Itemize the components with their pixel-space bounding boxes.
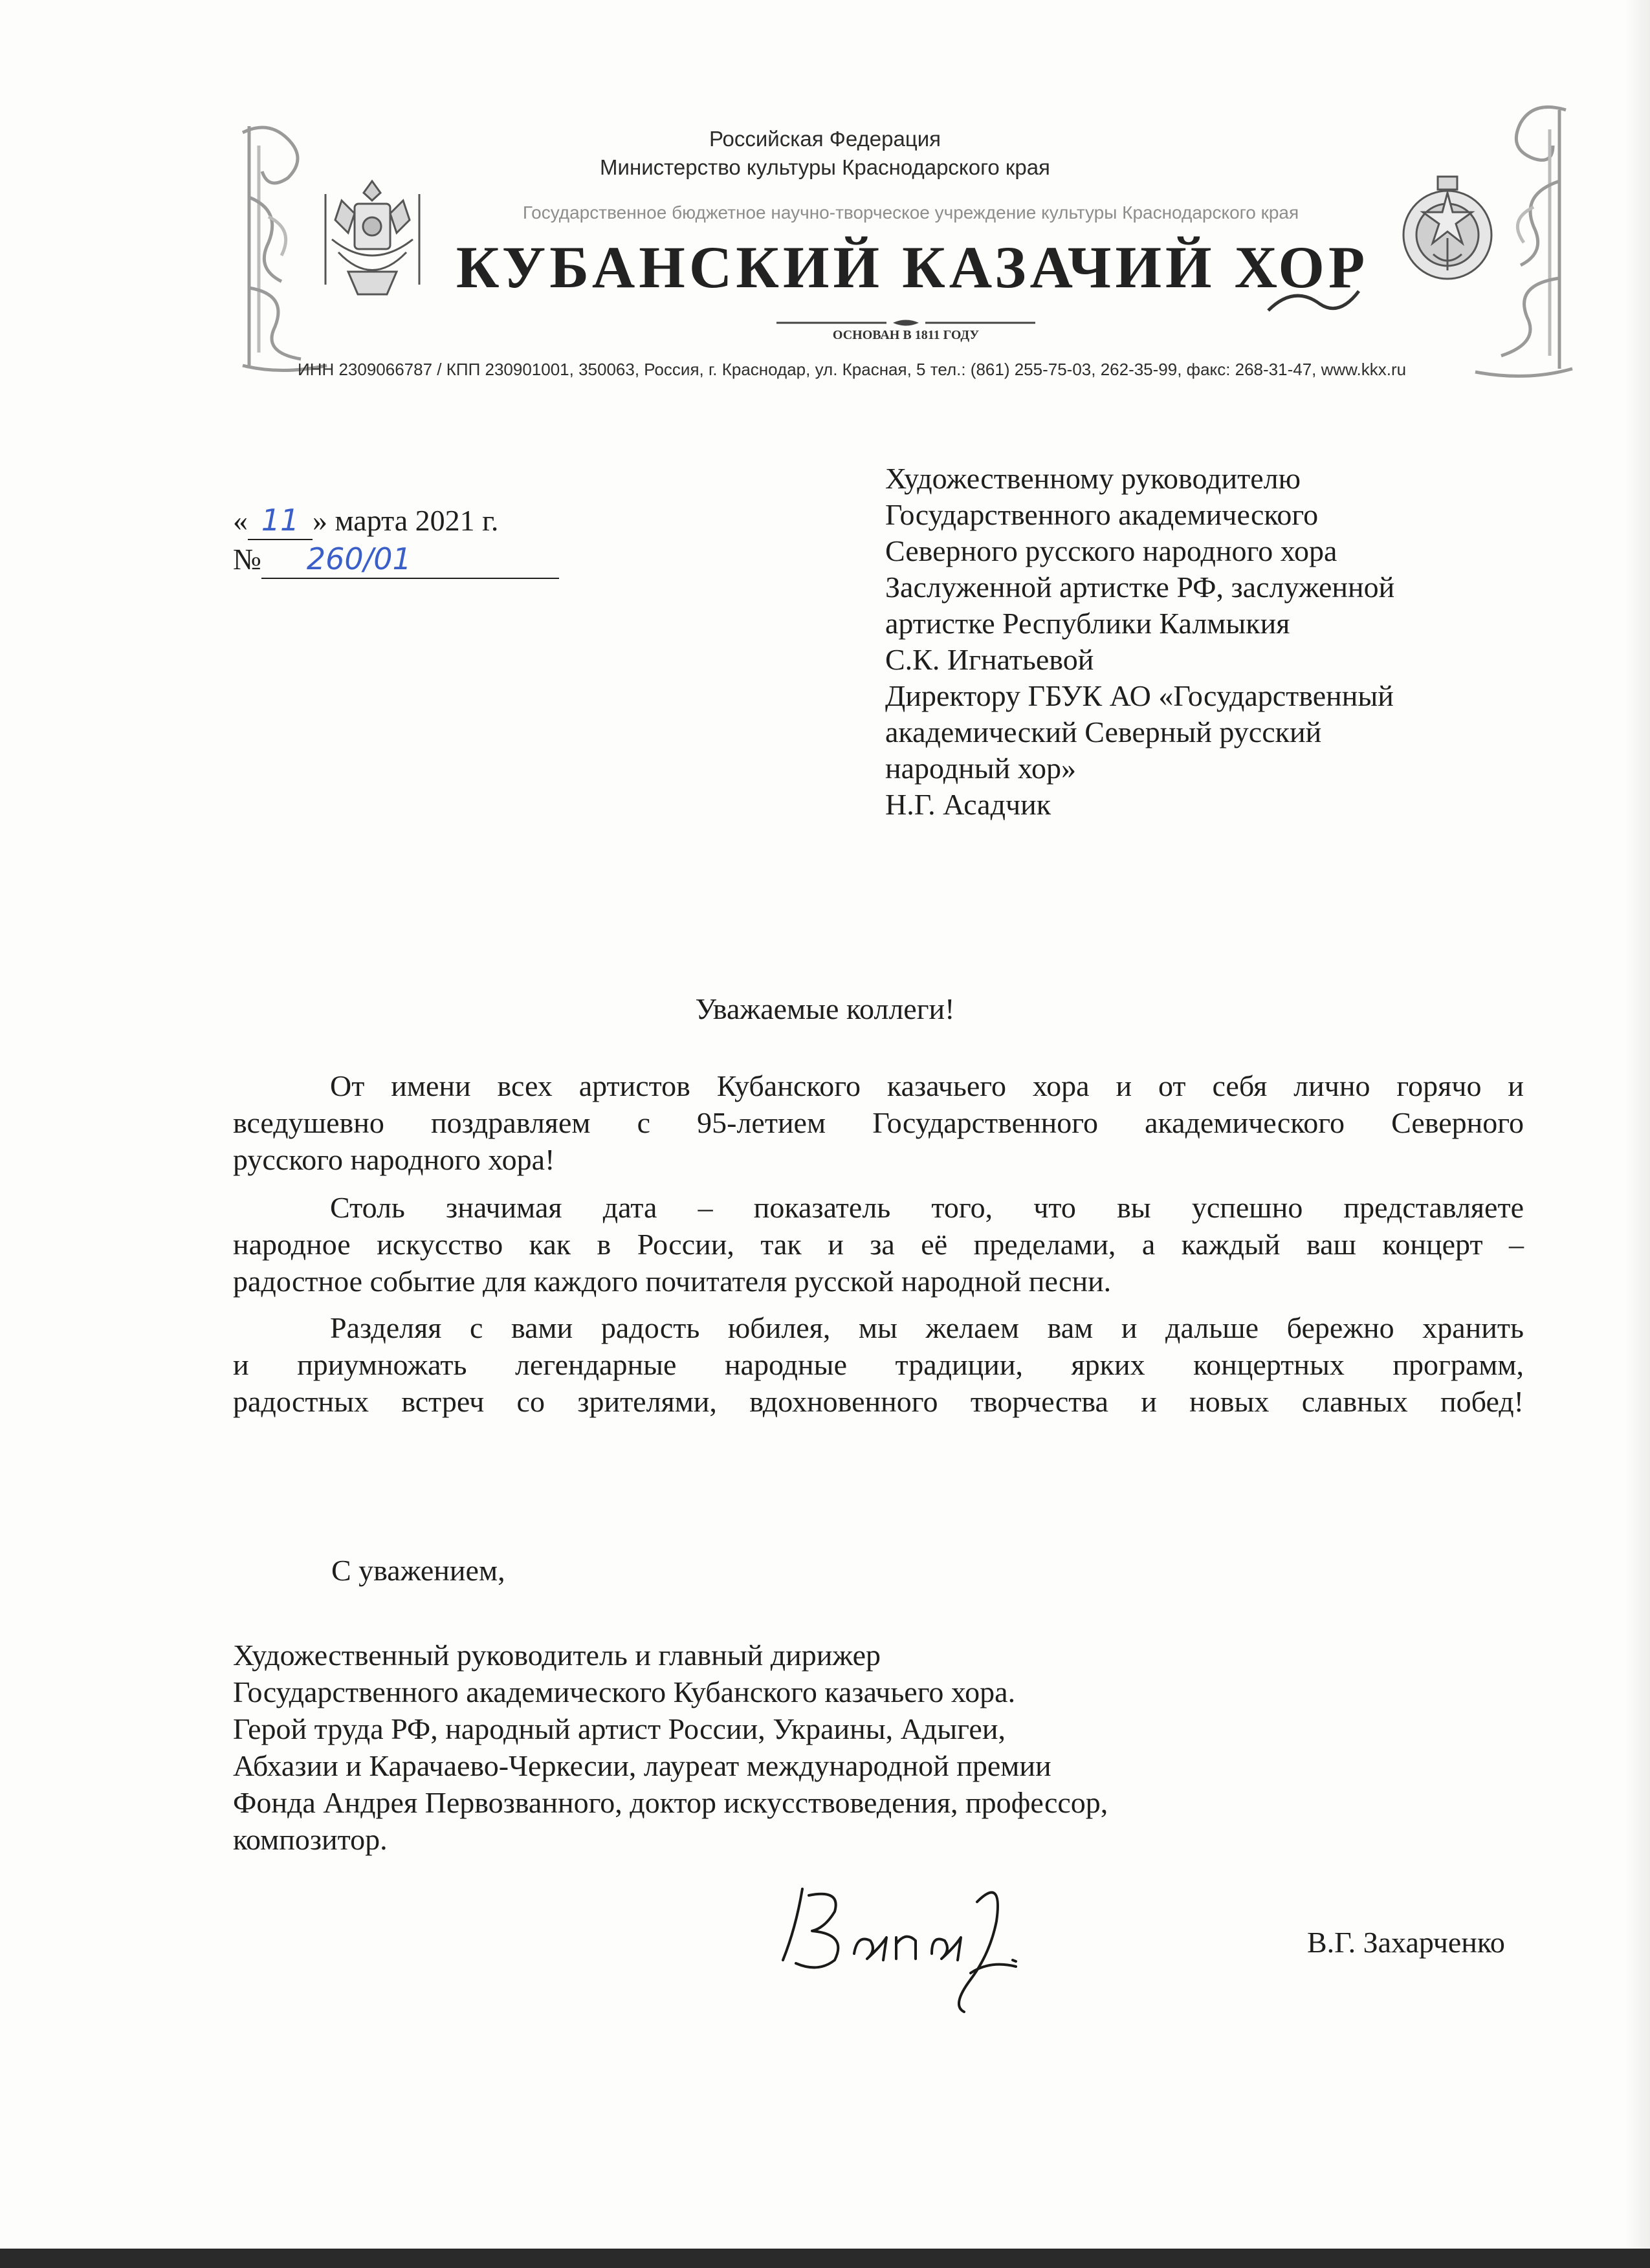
addressee-block xyxy=(885,461,1394,823)
signer-title-line: Государственного академического Кубанского казачьего хора. xyxy=(233,1675,1016,1708)
greeting: Уважаемые коллеги! xyxy=(695,992,955,1025)
addressee-line: Государственного академического xyxy=(885,498,1319,531)
paragraph-line: Разделяя с вами радость юбилея, мы желаем вам и дальше бережно хранить xyxy=(330,1311,1524,1344)
letterhead-institution: Государственное бюджетное научно-творческое учреждение культуры Краснодарского края xyxy=(522,202,1299,223)
date-day-handwritten: 11 xyxy=(261,503,300,538)
letterhead-organization-name: КУБАНСКИЙ КАЗАЧИЙ ХОР xyxy=(456,234,1369,300)
letter-number xyxy=(233,541,559,579)
paragraph-line: и приумножать легендарные народные традиции, ярких концертных программ, xyxy=(233,1348,1524,1381)
addressee-line: С.К. Игнатьевой xyxy=(885,643,1094,676)
paragraph-line: радостное событие для каждого почитателя русской народной песни. xyxy=(233,1265,1112,1298)
addressee-line: Заслуженной артистке РФ, заслуженной xyxy=(885,571,1395,604)
signer-title-line: композитор. xyxy=(233,1823,388,1856)
krasnodar-coat-of-arms-icon xyxy=(316,175,429,301)
name-underline-divider xyxy=(776,317,1035,329)
signer-title-line: Художественный руководитель и главный дирижер xyxy=(233,1639,881,1672)
paragraph-line: От имени всех артистов Кубанского казачьего хора и от себя лично горячо и xyxy=(330,1069,1524,1102)
closing-phrase: С уважением, xyxy=(331,1554,505,1587)
letterhead-founded: ОСНОВАН В 1811 ГОДУ xyxy=(832,328,980,342)
paragraph-line: народное искусство как в России, так и за её пределами, а каждый ваш концерт – xyxy=(233,1228,1524,1261)
addressee-line: Н.Г. Асадчик xyxy=(885,788,1051,821)
number-field xyxy=(261,541,559,579)
signer-title-line: Герой труда РФ, народный артист России, Украины, Адыгеи, xyxy=(233,1712,1006,1745)
paragraph-line: радостных встреч со зрителями, вдохновенного творчества и новых славных побед! xyxy=(233,1385,1524,1418)
letterhead-country: Российская Федерация xyxy=(709,127,941,151)
handwritten-signature xyxy=(757,1876,1061,2018)
letterhead-requisites: ИНН 2309066787 / КПП 230901001, 350063, Россия, г. Краснодар, ул. Красная, 5 тел.: (861) 255-75-03, 262-35-99, факс: 268-31-47, www.kkx.ru xyxy=(298,360,1407,379)
letter-date xyxy=(233,502,498,540)
date-day-field xyxy=(248,502,313,540)
scan-edge-shadow xyxy=(1624,0,1650,2268)
scan-bottom-border xyxy=(0,2249,1650,2268)
addressee-line: академический Северный русский xyxy=(885,715,1322,748)
paragraph-line: русского народного хора! xyxy=(233,1143,555,1176)
paragraph-line: вседушевно поздравляем с 95-летием Государственного академического Северного xyxy=(233,1106,1524,1139)
number-handwritten: 260/01 xyxy=(306,541,412,576)
name-flourish-icon xyxy=(1262,278,1365,323)
signer-title-line: Фонда Андрея Первозванного, доктор искусствоведения, профессор, xyxy=(233,1786,1108,1819)
date-month-year: » марта 2021 г. xyxy=(313,504,499,537)
date-quote-open: « xyxy=(233,504,248,537)
body-paragraph-1 xyxy=(233,1067,1524,1178)
signer-name: В.Г. Захарченко xyxy=(1307,1926,1505,1959)
order-medal-icon xyxy=(1398,173,1498,296)
addressee-line: народный хор» xyxy=(885,752,1077,785)
number-label: № xyxy=(233,543,261,576)
addressee-line: Художественному руководителю xyxy=(885,462,1301,495)
addressee-line: артистке Республики Калмыкия xyxy=(885,607,1290,640)
letterhead-ministry: Министерство культуры Краснодарского края xyxy=(600,155,1050,179)
paragraph-line: Столь значимая дата – показатель того, что вы успешно представляете xyxy=(330,1191,1524,1224)
addressee-line: Северного русского народного хора xyxy=(885,534,1337,567)
body-paragraph-3 xyxy=(233,1309,1524,1420)
body-paragraph-2 xyxy=(233,1189,1524,1300)
signer-title-line: Абхазии и Карачаево-Черкесии, лауреат международной премии xyxy=(233,1749,1051,1782)
addressee-line: Директору ГБУК АО «Государственный xyxy=(885,679,1394,712)
signer-title-block xyxy=(233,1637,1108,1858)
